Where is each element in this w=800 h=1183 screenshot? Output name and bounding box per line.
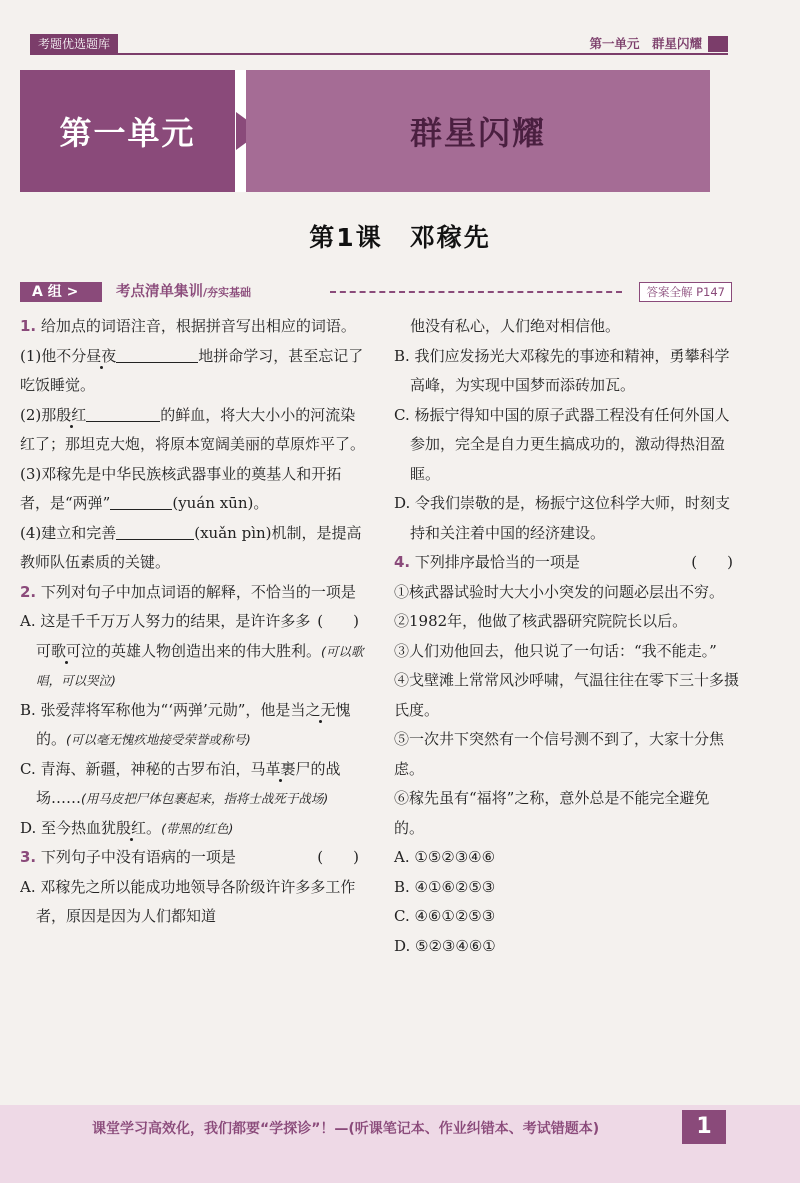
q4-sentence-5: ⑤一次井下突然有一个信号测不到了，大家十分焦虑。 (394, 730, 725, 778)
q2-c-dotted: 马革裹尸 (250, 759, 311, 778)
q2-d-note: (带黑的红色) (161, 820, 234, 836)
q2-option-d (20, 814, 365, 844)
q2-option-a (20, 607, 365, 696)
q3-option-d: D. 令我们崇敬的是，杨振宁这位科学大师，时刻支持和关注着中国的经济建设。 (394, 494, 731, 542)
q1-item2-pre: (2)那 (20, 405, 57, 424)
question-2 (20, 578, 365, 844)
banner-unit: 第一单元 (59, 114, 196, 152)
header-tag: 考题优选题库 (30, 34, 118, 54)
q2-a-dotted: 可歌可泣 (36, 641, 97, 660)
q4-number: 4. (394, 553, 411, 571)
q1-item4-blank[interactable] (116, 521, 194, 540)
q4-answer-paren[interactable]: ( ) (691, 553, 733, 571)
q2-answer-paren[interactable]: ( ) (317, 612, 359, 630)
header-block (708, 36, 728, 52)
question-3 (20, 843, 365, 932)
section-title (116, 282, 251, 303)
q3-stem: 下列句子中没有语病的一项是 (40, 848, 236, 866)
q1-item4-post: (xuǎn pìn)机制，是提高教师队伍素质的关键。 (20, 523, 362, 571)
section-title-text: 考点清单集训 (116, 284, 203, 300)
q1-item3-post: (yuán xūn)。 (172, 494, 269, 512)
section-bar (20, 282, 732, 302)
question-1 (20, 312, 365, 578)
q3-answer-paren[interactable]: ( ) (317, 848, 359, 866)
q2-d-dotted: 殷红 (116, 818, 147, 837)
q2-b-dotted: 当之无愧 (290, 700, 351, 719)
section-subtitle: /夯实基础 (203, 286, 252, 299)
q2-b-note: (可以毫无愧疚地接受荣誉或称号) (66, 732, 251, 747)
q4-option-b: B. ④①⑥②⑤③ (394, 877, 496, 896)
q2-c-note: (用马皮把尸体包裹起来，指将士战死于战场) (81, 791, 329, 806)
q1-item2-dotted: 殷红 (56, 405, 87, 424)
q3-option-b: B. 我们应发扬光大邓稼先的事迹和精神，勇攀科学高峰，为实现中国梦而添砖加瓦。 (394, 346, 730, 394)
q3-option-c: C. 杨振宁得知中国的原子武器工程没有任何外国人参加，完全是自力更生搞成功的，激动得热泪盈眶。 (394, 405, 730, 483)
q2-stem: 下列对句子中加点词语的解释，不恰当的一项是 (40, 582, 356, 601)
q2-a-pre: A. 这是千千万万人努力的结果，是许许多多 (20, 612, 311, 630)
unit-banner (20, 70, 710, 192)
q2-c-post: 的战场…… (36, 759, 341, 807)
q4-option-c: C. ④⑥①②⑤③ (394, 907, 496, 925)
q1-item3-pre: (3)邓稼先是中华民族核武器事业的奠基人和开拓者，是“两弹” (20, 464, 342, 512)
q4-sentence-4: ④戈壁滩上常常风沙呼啸，气温往往在零下三十多摄氏度。 (394, 671, 740, 719)
q4-option-a: A. ①⑤②③④⑥ (394, 848, 496, 866)
question-3-cont (394, 312, 739, 548)
q3-option-a: A. 邓稼先之所以能成功地领导各阶级许许多多工作者，原因是因为人们都知道 (20, 877, 356, 925)
q2-d-post: 。 (146, 818, 162, 837)
q4-stem: 下列排序最恰当的一项是 (414, 553, 580, 571)
q1-item1-post: 地拼命学习，甚至忘记了吃饭睡觉。 (20, 346, 364, 394)
q1-item4-pre: (4)建立和完善 (20, 523, 117, 542)
q2-b-pre: B. 张爱萍将军称他为“‘两弹’元勋”，他是 (20, 700, 291, 719)
footer-slogan: 课堂学习高效化，我们都要“学探诊”！—(听课笔记本、作业纠错本、考试错题本) (92, 1121, 600, 1137)
q2-option-c (20, 755, 365, 814)
page-footer (0, 1105, 800, 1183)
right-column (394, 312, 739, 961)
q3-option-a-cont: 他没有私心，人们绝对相信他。 (410, 317, 621, 335)
q4-sentence-6: ⑥稼先虽有“福将”之称，意外总是不能完全避免的。 (394, 789, 710, 837)
section-group (20, 282, 102, 302)
q4-option-d: D. ⑤②③④⑥① (394, 936, 496, 955)
q2-b-post: 的。 (36, 730, 67, 748)
page-number: 1 (682, 1110, 726, 1144)
q4-sentence-1: ①核武器试验时大大小小突发的问题必层出不穷。 (394, 582, 725, 601)
lesson-title: 第1课 邓稼先 (309, 223, 491, 252)
question-4 (394, 548, 739, 961)
q2-d-pre: D. 至今热血犹 (20, 818, 117, 837)
q2-c-pre: C. 青海、新疆，神秘的古罗布泊， (20, 759, 251, 778)
answer-ref: 答案全解 P147 (639, 282, 732, 302)
q4-sentence-3: ③人们劝他回去，他只说了一句话：“我不能走。” (394, 641, 717, 660)
banner-theme: 群星闪耀 (409, 114, 546, 152)
q3-number: 3. (20, 848, 37, 866)
q4-sentence-2: ②1982年，他做了核武器研究院院长以后。 (394, 612, 688, 630)
q1-item1-blank[interactable] (116, 344, 198, 363)
section-group-label: A 组 (32, 284, 62, 300)
left-column (20, 312, 365, 932)
q1-number: 1. (20, 317, 37, 335)
q2-a-post: 的英雄人物创造出来的伟大胜利。 (96, 641, 322, 660)
banner-unit-panel (20, 70, 235, 192)
header-unit: 第一单元 群星闪耀 (589, 36, 702, 51)
q1-item2-blank[interactable] (86, 403, 160, 422)
q1-item1-dotted: 昼夜 (86, 346, 117, 365)
q2-number: 2. (20, 582, 37, 601)
q2-option-b (20, 696, 365, 755)
q1-item2-post: 的鲜血，将大大小小的河流染红了；那坦克大炮，将原本宽阔美丽的草原炸平了。 (20, 405, 366, 453)
banner-theme-panel (246, 70, 710, 192)
chevron-right-icon: > (66, 284, 79, 300)
q2-a-note: (可以歌唱，可以哭泣) (36, 643, 364, 688)
q1-item3-blank[interactable] (110, 491, 172, 510)
q1-item1-pre: (1)他不分 (20, 346, 87, 365)
q1-stem: 给加点的词语注音，根据拼音写出相应的词语。 (40, 317, 356, 335)
section-divider (330, 291, 622, 293)
